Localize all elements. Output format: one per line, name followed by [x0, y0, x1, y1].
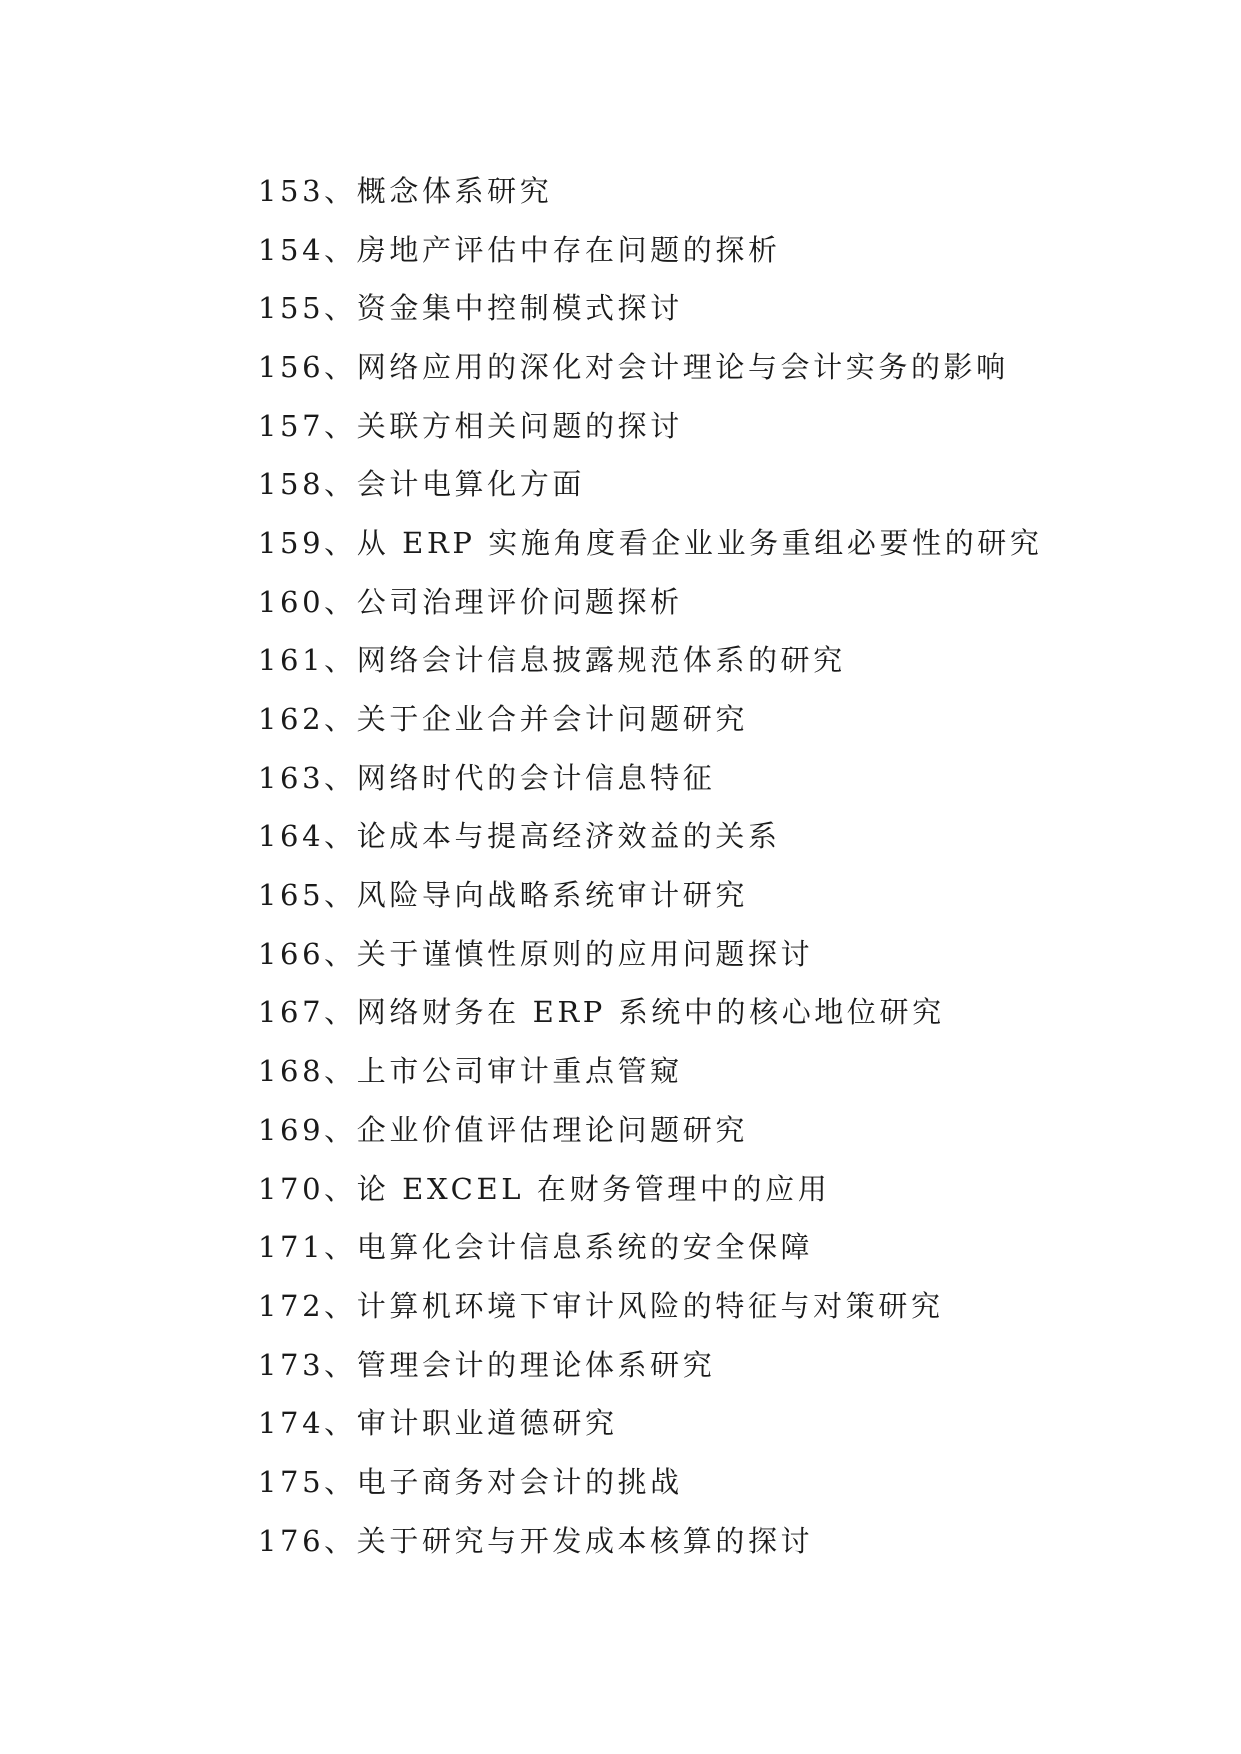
list-item [258, 1510, 1043, 1569]
list-item [258, 982, 1043, 1041]
topic-text: 175、电子商务对会计的挑战 [258, 1464, 683, 1499]
topic-text: 159、从 ERP 实施角度看企业业务重组必要性的研究 [258, 525, 1043, 560]
topic-text: 153、概念体系研究 [258, 173, 553, 208]
list-item [258, 1451, 1043, 1510]
list-item [258, 923, 1043, 982]
list-item [258, 747, 1043, 806]
list-item [258, 453, 1043, 512]
topic-text: 170、论 EXCEL 在财务管理中的应用 [258, 1171, 831, 1206]
topic-text: 171、电算化会计信息系统的安全保障 [258, 1230, 814, 1265]
topic-text: 176、关于研究与开发成本核算的探讨 [258, 1523, 814, 1558]
list-item [258, 1334, 1043, 1393]
list-item [258, 512, 1043, 571]
list-item [258, 1275, 1043, 1334]
topic-text: 162、关于企业合并会计问题研究 [258, 702, 748, 737]
list-item [258, 688, 1043, 747]
topic-list [258, 160, 1043, 1569]
list-item [258, 1158, 1043, 1217]
list-item [258, 277, 1043, 336]
list-item [258, 336, 1043, 395]
list-item [258, 864, 1043, 923]
list-item [258, 1392, 1043, 1451]
topic-text: 154、房地产评估中存在问题的探析 [258, 232, 781, 267]
list-item [258, 160, 1043, 219]
list-item [258, 1216, 1043, 1275]
topic-text: 156、网络应用的深化对会计理论与会计实务的影响 [258, 349, 1009, 384]
topic-text: 174、审计职业道德研究 [258, 1406, 618, 1441]
topic-text: 164、论成本与提高经济效益的关系 [258, 819, 781, 854]
list-item [258, 1099, 1043, 1158]
topic-text: 155、资金集中控制模式探讨 [258, 291, 683, 326]
topic-text: 160、公司治理评价问题探析 [258, 584, 683, 619]
topic-text: 172、计算机环境下审计风险的特征与对策研究 [258, 1288, 944, 1323]
list-item [258, 571, 1043, 630]
list-item [258, 806, 1043, 865]
list-item [258, 630, 1043, 689]
list-item [258, 1040, 1043, 1099]
topic-text: 158、会计电算化方面 [258, 467, 585, 502]
topic-text: 161、网络会计信息披露规范体系的研究 [258, 643, 846, 678]
topic-text: 169、企业价值评估理论问题研究 [258, 1112, 748, 1147]
topic-text: 168、上市公司审计重点管窥 [258, 1054, 683, 1089]
list-item [258, 395, 1043, 454]
topic-text: 165、风险导向战略系统审计研究 [258, 878, 748, 913]
topic-text: 173、管理会计的理论体系研究 [258, 1347, 716, 1382]
topic-text: 166、关于谨慎性原则的应用问题探讨 [258, 936, 814, 971]
topic-text: 163、网络时代的会计信息特征 [258, 760, 716, 795]
topic-text: 157、关联方相关问题的探讨 [258, 408, 683, 443]
topic-text: 167、网络财务在 ERP 系统中的核心地位研究 [258, 995, 945, 1030]
list-item [258, 219, 1043, 278]
